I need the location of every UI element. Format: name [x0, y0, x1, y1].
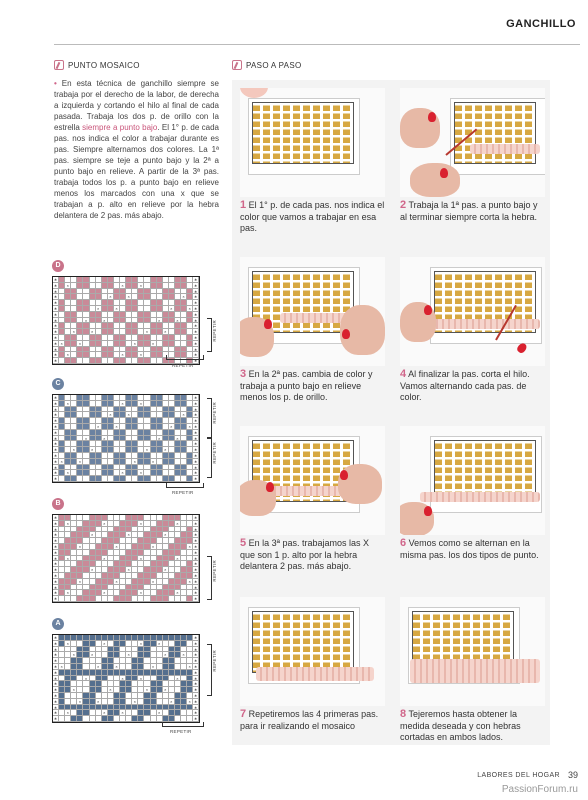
chart-cell: × — [102, 641, 108, 647]
step-description: Tejeremos hasta obtener la medida deseada y con hebras cortadas en ambos lados. — [400, 709, 521, 742]
chart-cell: × — [175, 521, 181, 527]
chart-cell: ∗ — [194, 567, 198, 573]
chart-cell: × — [59, 459, 65, 465]
chart-cell: ∗ — [53, 704, 58, 710]
chart-cell: ∗ — [194, 578, 198, 584]
chart-cell: ∗ — [194, 282, 198, 288]
chart-cell: × — [187, 306, 193, 312]
chart-cell: × — [138, 556, 144, 562]
chart-cell: ∗ — [53, 596, 58, 602]
chart-cell: × — [90, 532, 96, 538]
page-number: 39 — [567, 770, 578, 780]
chart-cell: × — [120, 283, 126, 289]
chart-cell: × — [144, 329, 150, 335]
chart-cell: ∗ — [53, 698, 58, 704]
chart-grid — [52, 634, 200, 723]
chart-cell: ∗ — [53, 646, 58, 652]
chart-cell: × — [77, 459, 83, 465]
chart-cell: ∗ — [194, 447, 198, 453]
chart-cell: ∗ — [194, 334, 198, 340]
intro-bullet: • — [54, 79, 57, 88]
chart-cell: ∗ — [53, 561, 58, 567]
chart-cell: ∗ — [194, 716, 198, 722]
chart-cell: × — [65, 401, 71, 407]
chart-cell: × — [71, 687, 77, 693]
chart-cell: ∗ — [194, 305, 198, 311]
chart-cell: × — [163, 447, 169, 453]
chart-cell: ∗ — [194, 663, 198, 669]
chart-cell: × — [181, 412, 187, 418]
chart-cell: ∗ — [194, 675, 198, 681]
chart-grid — [52, 276, 200, 365]
repeat-label: REPETIR — [212, 442, 217, 464]
chart-cell: ∗ — [53, 515, 58, 520]
chart-cell: ∗ — [194, 323, 198, 329]
chart-cell: × — [181, 294, 187, 300]
chart-cell: × — [132, 699, 138, 705]
chart-cell: ∗ — [194, 520, 198, 526]
chart-cell: ∗ — [53, 635, 58, 640]
step-text-8 — [400, 709, 545, 744]
chart-cell: × — [151, 579, 157, 585]
chart-cell: ∗ — [194, 423, 198, 429]
chart-cell: × — [102, 556, 108, 562]
chart-cell: × — [163, 652, 169, 658]
pencil-icon — [54, 60, 64, 70]
site-watermark: PassionForum.ru — [501, 784, 578, 795]
chart-cell: ∗ — [194, 300, 198, 306]
chart-cell: ∗ — [194, 429, 198, 435]
chart-cell: ∗ — [53, 323, 58, 329]
step-photo-5 — [240, 426, 385, 535]
chart-cell: ∗ — [53, 429, 58, 435]
chart-cell: × — [90, 567, 96, 573]
magazine-name: LABORES DEL HOGAR — [477, 772, 560, 779]
step-text-2 — [400, 200, 545, 223]
chart-cell: × — [77, 341, 83, 347]
chart-cell: ∗ — [53, 532, 58, 538]
chart-cell: × — [187, 544, 193, 550]
left-heading — [54, 60, 140, 70]
chart-cell: ∗ — [53, 526, 58, 532]
chart-cell: ∗ — [194, 652, 198, 658]
chart-cell: ∗ — [53, 288, 58, 294]
chart-cell: × — [138, 352, 144, 358]
repeat-label: REPETIR — [170, 729, 192, 734]
step-description: Al finalizar la pas. corta el hilo. Vamos alternando cada pas. de color. — [400, 369, 530, 402]
chart-cell: × — [144, 447, 150, 453]
chart-cell: ∗ — [194, 277, 198, 282]
chart-cell: × — [169, 424, 175, 430]
chart-cell: ∗ — [194, 698, 198, 704]
step-description: Trabaja la 1ª pas. a punto bajo y al terminar siempre corta la hebra. — [400, 200, 538, 222]
chart-cell: × — [151, 341, 157, 347]
chart-cell: ∗ — [53, 681, 58, 687]
chart-cell: ∗ — [53, 352, 58, 358]
chart-cell: ∗ — [53, 447, 58, 453]
step-number: 3 — [240, 368, 247, 380]
right-heading — [232, 60, 301, 70]
chart-cell: × — [138, 676, 144, 682]
chart-cell: × — [83, 318, 89, 324]
chart-cell: ∗ — [53, 567, 58, 573]
chart-cell: ∗ — [53, 549, 58, 555]
chart-cell: ∗ — [53, 716, 58, 722]
step-photo-8 — [400, 597, 545, 706]
step-photo-1 — [240, 88, 385, 197]
chart-cell: × — [163, 687, 169, 693]
chart-cell: ∗ — [194, 584, 198, 590]
step-number: 8 — [400, 708, 407, 720]
chart-cell: ∗ — [53, 640, 58, 646]
chart-cell: ∗ — [194, 555, 198, 561]
chart-cell: × — [157, 641, 163, 647]
chart-cell: ∗ — [53, 584, 58, 590]
section-label: GANCHILLO — [506, 18, 576, 30]
repeat-label: REPETIR — [212, 650, 217, 672]
chart-cell: × — [169, 306, 175, 312]
chart-cell: × — [175, 590, 181, 596]
chart-cell: ∗ — [53, 277, 58, 282]
chart-cell: × — [114, 664, 120, 670]
chart-cell: × — [65, 352, 71, 358]
chart-cell: × — [120, 676, 126, 682]
repeat-bracket — [162, 722, 204, 727]
chart-cell: ∗ — [53, 412, 58, 418]
repeat-bracket — [166, 355, 204, 360]
chart-cell: ∗ — [194, 515, 198, 520]
chart-cell: × — [138, 521, 144, 527]
chart-cell: ∗ — [194, 526, 198, 532]
chart-cell: ∗ — [53, 658, 58, 664]
chart-cell: × — [65, 556, 71, 562]
chart-cell: ∗ — [194, 646, 198, 652]
step-description: El 1° p. de cada pas. nos indica el color que vamos a trabajar en esa pas. — [240, 200, 385, 233]
chart-cell: × — [132, 459, 138, 465]
chart-cell: × — [77, 544, 83, 550]
top-rule — [54, 44, 580, 45]
left-heading-text: PUNTO MOSAICO — [68, 60, 140, 70]
chart-cell: ∗ — [53, 441, 58, 447]
chart-cell: ∗ — [53, 476, 58, 482]
chart-cell: ∗ — [53, 305, 58, 311]
chart-grid — [52, 514, 200, 603]
step-number: 7 — [240, 708, 247, 720]
step-photo-7 — [240, 597, 385, 706]
chart-cell: × — [126, 412, 132, 418]
chart-cell: × — [187, 664, 193, 670]
chart-cell: ∗ — [194, 452, 198, 458]
chart-cell: × — [157, 710, 163, 716]
chart-cell: ∗ — [194, 470, 198, 476]
step-photo-6 — [400, 426, 545, 535]
chart-cell: ∗ — [194, 561, 198, 567]
chart-cell: ∗ — [53, 458, 58, 464]
chart-cell: × — [71, 652, 77, 658]
chart-cell: × — [114, 306, 120, 312]
chart-cell: × — [114, 544, 120, 550]
chart-badge: B — [52, 498, 64, 510]
step-text-5 — [240, 538, 385, 573]
chart-cell: ∗ — [194, 400, 198, 406]
chart-cell: × — [102, 521, 108, 527]
chart-cell: × — [77, 579, 83, 585]
chart-cell: × — [138, 470, 144, 476]
step-number: 2 — [400, 199, 407, 211]
chart-cell: ∗ — [53, 590, 58, 596]
chart-cell: × — [90, 329, 96, 335]
chart-cell: ∗ — [194, 346, 198, 352]
repeat-label: REPETIR — [172, 363, 194, 368]
repeat-label: REPETIR — [212, 320, 217, 342]
chart-cell: ∗ — [53, 418, 58, 424]
chart-cell: × — [71, 447, 77, 453]
chart-cell: ∗ — [53, 423, 58, 429]
chart-cell: ∗ — [194, 340, 198, 346]
step-photo-2 — [400, 88, 545, 197]
chart-cell: ∗ — [53, 294, 58, 300]
chart-cell: × — [90, 652, 96, 658]
chart-cell: × — [83, 676, 89, 682]
intro-text-highlight: siempre a punto bajo — [82, 123, 158, 132]
chart-cell: ∗ — [194, 704, 198, 710]
chart-cell: × — [114, 424, 120, 430]
chart-cell: ∗ — [194, 418, 198, 424]
chart-cell: ∗ — [53, 543, 58, 549]
chart-cell: ∗ — [194, 658, 198, 664]
chart-cell: ∗ — [53, 692, 58, 698]
chart-cell: × — [157, 318, 163, 324]
chart-cell: ∗ — [194, 687, 198, 693]
chart-cell: ∗ — [53, 464, 58, 470]
chart-cell: ∗ — [194, 692, 198, 698]
chart-cell: × — [96, 306, 102, 312]
chart-cell: × — [65, 590, 71, 596]
repeat-bracket — [166, 483, 204, 488]
step-number: 4 — [400, 368, 407, 380]
chart-cell: ∗ — [194, 288, 198, 294]
chart-cell: × — [96, 664, 102, 670]
chart-cell: ∗ — [53, 300, 58, 306]
chart-cell: ∗ — [194, 395, 198, 400]
chart-badge: D — [52, 260, 64, 272]
chart-badge: A — [52, 618, 64, 630]
step-text-1 — [240, 200, 385, 235]
chart-cell: × — [126, 294, 132, 300]
chart-cell: ∗ — [53, 520, 58, 526]
chart-cell: × — [126, 532, 132, 538]
chart-cell: ∗ — [53, 669, 58, 675]
chart-cell: × — [120, 401, 126, 407]
chart-cell: × — [126, 567, 132, 573]
chart-cell: ∗ — [194, 543, 198, 549]
chart-cell: × — [120, 352, 126, 358]
chart-cell: ∗ — [53, 334, 58, 340]
chart-cell: ∗ — [53, 400, 58, 406]
chart-cell: ∗ — [53, 578, 58, 584]
chart-cell: × — [65, 641, 71, 647]
chart-cell: × — [187, 699, 193, 705]
chart-cell: ∗ — [53, 311, 58, 317]
chart-cell: × — [120, 470, 126, 476]
chart-cell: ∗ — [194, 596, 198, 602]
chart-cell: ∗ — [194, 412, 198, 418]
chart-cell: ∗ — [194, 294, 198, 300]
step-description: Repetiremos las 4 primeras pas. para ir realizando el mosaico — [240, 709, 379, 731]
repeat-label: REPETIR — [212, 560, 217, 582]
chart-cell: × — [163, 567, 169, 573]
chart-cell: × — [108, 412, 114, 418]
chart-badge: C — [52, 378, 64, 390]
chart-cell: ∗ — [194, 681, 198, 687]
intro-text-a: En esta técnica de ganchillo siempre se trabaja por el derecho de la labor, de derecha a izquierda y cortando el hilo al final de cada pasada. Trabaja los dos p. de orillo con la estrella — [54, 79, 219, 132]
chart-cell: × — [59, 664, 65, 670]
chart-cell: ∗ — [53, 572, 58, 578]
step-number: 6 — [400, 537, 407, 549]
chart-cell: × — [138, 641, 144, 647]
chart-cell: ∗ — [53, 435, 58, 441]
chart-cell: × — [102, 590, 108, 596]
chart-cell: × — [138, 283, 144, 289]
chart-cell: × — [65, 470, 71, 476]
chart-cell: ∗ — [194, 635, 198, 640]
chart-cell: ∗ — [53, 358, 58, 364]
chart-cell: × — [175, 318, 181, 324]
chart-cell: ∗ — [194, 358, 198, 364]
chart-cell: × — [181, 652, 187, 658]
chart-cell: × — [108, 294, 114, 300]
chart-cell: × — [187, 424, 193, 430]
chart-cell: × — [77, 699, 83, 705]
step-text-6 — [400, 538, 545, 561]
chart-cell: × — [175, 676, 181, 682]
chart-cell: × — [132, 341, 138, 347]
chart-cell: ∗ — [194, 532, 198, 538]
chart-cell: × — [126, 652, 132, 658]
chart-cell: ∗ — [53, 675, 58, 681]
intro-text-b: . El 1° p. de cada pas. nos indica el color a trabajar durante es pas. Siempre alternamos dos colores. La 1ª pas. siempre se teje a punto bajo y la 2ª a punto bajo en relieve. A partir de la 3ª pas. trabaja todos los p. a punto bajo en relieve menos los marcados con una x que se trabajan a p. alto en relieve por la hebra delantera de 2 pas. más abajo. — [54, 123, 220, 220]
chart-cell: × — [96, 424, 102, 430]
chart-cell: ∗ — [194, 549, 198, 555]
chart-cell: ∗ — [53, 282, 58, 288]
step-description: Vemos como se alternan en la misma pas. los dos tipos de punto. — [400, 538, 539, 560]
chart-cell: × — [65, 521, 71, 527]
chart-cell: × — [151, 459, 157, 465]
chart-cell: × — [83, 436, 89, 442]
step-text-7 — [240, 709, 385, 732]
chart-cell: × — [59, 341, 65, 347]
chart-cell: ∗ — [194, 572, 198, 578]
chart-cell: ∗ — [194, 435, 198, 441]
chart-cell: × — [138, 401, 144, 407]
step-number: 5 — [240, 537, 247, 549]
chart-cell: × — [102, 318, 108, 324]
step-photo-4 — [400, 257, 545, 366]
chart-cell: ∗ — [194, 317, 198, 323]
chart-cell: × — [102, 710, 108, 716]
step-description: En la 3ª pas. trabajamos las X que son 1 p. alto por la hebra delantera 2 pas. más abajo. — [240, 538, 370, 571]
chart-cell: × — [151, 544, 157, 550]
chart-cell: × — [65, 710, 71, 716]
chart-cell: ∗ — [194, 590, 198, 596]
chart-cell: × — [71, 329, 77, 335]
chart-cell: ∗ — [53, 329, 58, 335]
chart-cell: ∗ — [194, 640, 198, 646]
chart-cell: ∗ — [53, 538, 58, 544]
right-heading-text: PASO A PASO — [246, 60, 302, 70]
step-text-3 — [240, 369, 385, 404]
chart-cell: × — [120, 710, 126, 716]
chart-cell: ∗ — [53, 555, 58, 561]
chart-cell: ∗ — [53, 652, 58, 658]
chart-cell: ∗ — [194, 441, 198, 447]
chart-cell: × — [144, 687, 150, 693]
chart-cell: ∗ — [53, 346, 58, 352]
chart-cell: ∗ — [194, 311, 198, 317]
chart-cell: × — [169, 699, 175, 705]
chart-cell: × — [151, 664, 157, 670]
chart-cell: × — [102, 436, 108, 442]
pencil-icon — [232, 60, 242, 70]
step-text-4 — [400, 369, 545, 404]
intro-text — [54, 78, 219, 221]
chart-cell: × — [187, 579, 193, 585]
chart-cell: ∗ — [53, 470, 58, 476]
chart-cell: × — [163, 329, 169, 335]
chart-cell: ∗ — [194, 406, 198, 412]
chart-cell: × — [90, 447, 96, 453]
chart-cell: ∗ — [53, 406, 58, 412]
chart-cell: × — [108, 687, 114, 693]
chart-cell: × — [175, 436, 181, 442]
chart-cell: ∗ — [53, 663, 58, 669]
chart-cell: ∗ — [53, 395, 58, 400]
chart-cell: × — [138, 590, 144, 596]
chart-cell: ∗ — [53, 340, 58, 346]
chart-cell: ∗ — [53, 452, 58, 458]
repeat-label: REPETIR — [212, 402, 217, 424]
chart-cell: ∗ — [194, 464, 198, 470]
chart-cell: ∗ — [53, 710, 58, 716]
chart-cell: ∗ — [194, 476, 198, 482]
chart-cell: ∗ — [194, 352, 198, 358]
chart-cell: × — [96, 699, 102, 705]
chart-cell: ∗ — [194, 710, 198, 716]
chart-cell: × — [157, 436, 163, 442]
step-photo-3 — [240, 257, 385, 366]
chart-cell: ∗ — [53, 317, 58, 323]
chart-cell: × — [114, 579, 120, 585]
chart-grid — [52, 394, 200, 483]
chart-cell: × — [65, 283, 71, 289]
chart-cell: ∗ — [194, 329, 198, 335]
chart-cell: ∗ — [194, 458, 198, 464]
repeat-label: REPETIR — [172, 490, 194, 495]
chart-cell: × — [163, 532, 169, 538]
step-number: 1 — [240, 199, 247, 211]
chart-cell: ∗ — [194, 538, 198, 544]
chart-cell: ∗ — [53, 687, 58, 693]
step-description: En la 2ª pas. cambia de color y trabaja a punto bajo en relieve menos los p. de orillo. — [240, 369, 373, 402]
chart-cell: × — [175, 556, 181, 562]
chart-cell: ∗ — [194, 669, 198, 675]
